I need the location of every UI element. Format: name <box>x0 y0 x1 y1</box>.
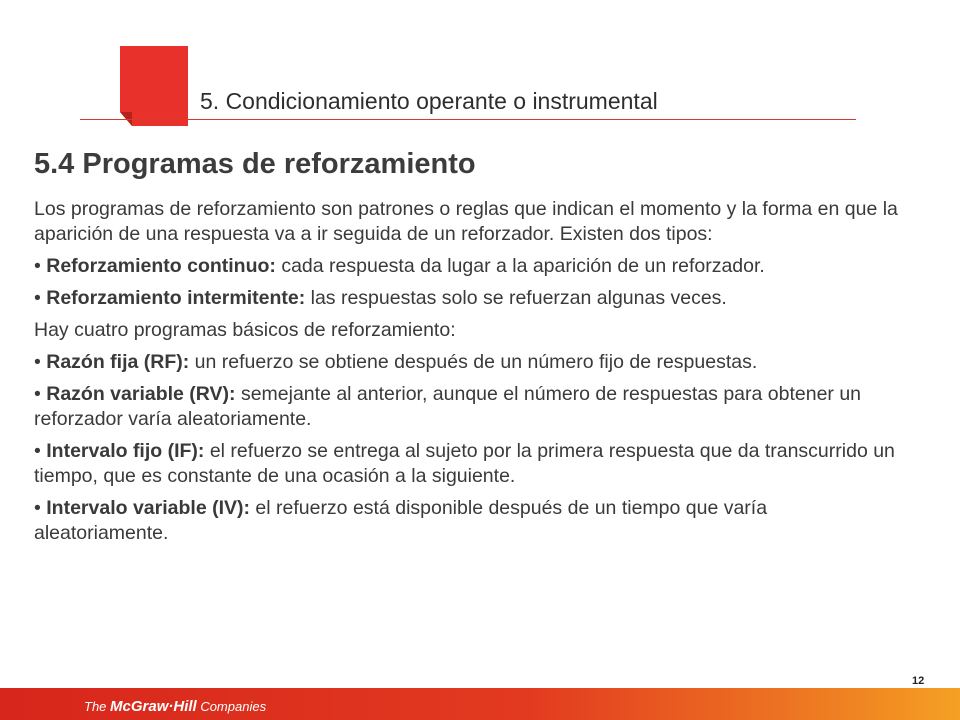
bullet-term: Intervalo fijo (IF): <box>46 440 205 462</box>
bullet-desc: el refuerzo está disponible después de un tiempo que varía aleatoriamente. <box>34 497 768 544</box>
bullet-icon: • <box>34 383 41 405</box>
publisher-logo-brand: McGraw·Hill <box>110 698 197 715</box>
bullet-desc: cada respuesta da lugar a la aparición de un reforzador. <box>275 255 765 277</box>
bullet-item <box>34 382 904 432</box>
bullet-item <box>34 350 904 375</box>
bullet-desc: semejante al anterior, aunque el número de respuestas para obtener un reforzador varía aleatoriamente. <box>34 383 862 430</box>
programs-intro: Hay cuatro programas básicos de reforzamiento: <box>34 319 456 341</box>
bullet-item <box>34 496 904 546</box>
publisher-logo <box>84 698 266 715</box>
footer-bar <box>0 688 960 720</box>
bullet-icon: • <box>34 287 41 309</box>
bullet-icon: • <box>34 497 41 519</box>
bullet-icon: • <box>34 351 41 373</box>
bullet-item <box>34 254 904 279</box>
bullet-term: Intervalo variable (IV): <box>46 497 250 519</box>
corner-logo-shape <box>118 46 188 126</box>
bullet-icon: • <box>34 255 41 277</box>
bullet-term: Reforzamiento continuo: <box>46 255 276 277</box>
bullet-item <box>34 439 904 489</box>
bullet-desc: un refuerzo se obtiene después de un número fijo de respuestas. <box>189 351 758 373</box>
publisher-logo-the: The <box>84 699 111 714</box>
bullet-term: Reforzamiento intermitente: <box>46 287 306 309</box>
bullet-desc: el refuerzo se entrega al sujeto por la primera respuesta que da transcurrido un tiempo, que es constante de una ocasión a la siguiente. <box>34 440 895 487</box>
slide-content <box>34 197 904 553</box>
publisher-logo-companies: Companies <box>196 699 267 714</box>
header-title: 5. Condicionamiento operante o instrumental <box>200 88 658 114</box>
bullet-term: Razón fija (RF): <box>46 351 190 373</box>
bullet-desc: las respuestas solo se refuerzan algunas veces. <box>305 287 727 309</box>
bullet-icon: • <box>34 440 41 462</box>
header-divider <box>80 119 856 120</box>
page-number: 12 <box>912 675 925 687</box>
intro-paragraph: Los programas de reforzamiento son patrones o reglas que indican el momento y la forma en que la aparición de una respuesta va a ir seguida de un reforzador. Existen dos tipos: <box>34 198 898 245</box>
bullet-term: Razón variable (RV): <box>46 383 236 405</box>
bullet-item <box>34 286 904 311</box>
section-title: 5.4 Programas de reforzamiento <box>34 148 476 180</box>
